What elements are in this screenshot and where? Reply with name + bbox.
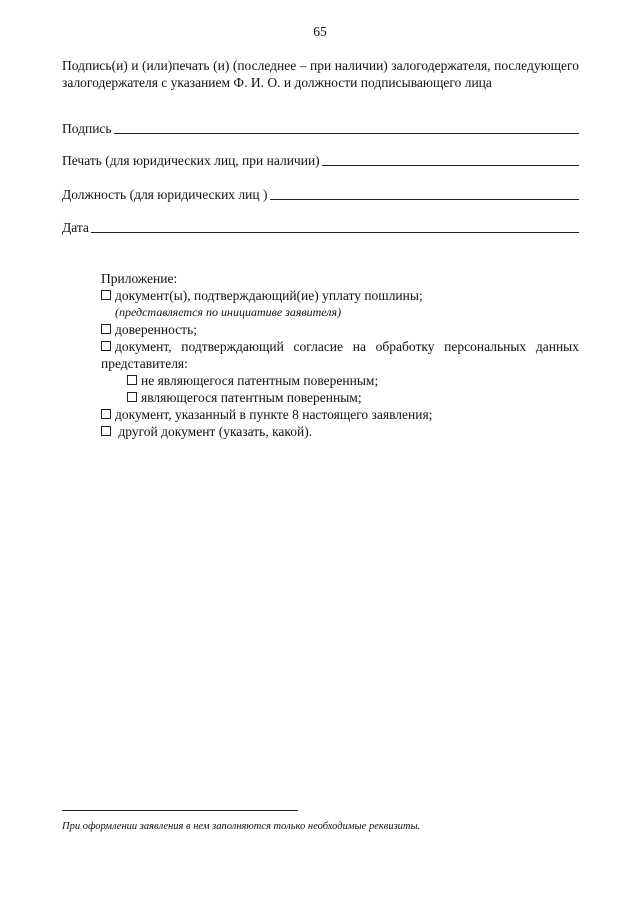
page-number: 65 — [313, 24, 327, 39]
appendix-item-label: доверенность; — [115, 322, 197, 337]
appendix-item-label: другой документ (указать, какой). — [118, 424, 313, 439]
appendix-item-point8-doc — [101, 406, 579, 423]
signature-intro-text: Подпись(и) и (или)печать (и) (последнее – при наличии) залогодержателя, последующего залогодержателя с указанием Ф. И. О. и должности подписывающего лица — [62, 58, 579, 90]
signature-line — [114, 132, 579, 134]
checkbox-icon[interactable] — [101, 290, 111, 300]
position-field[interactable] — [62, 185, 579, 203]
checkbox-icon[interactable] — [101, 341, 111, 351]
checkbox-icon[interactable] — [127, 375, 137, 385]
checkbox-icon[interactable] — [101, 409, 111, 419]
seal-line — [322, 164, 579, 166]
appendix-item-other-doc — [101, 423, 579, 440]
appendix-item-label: документ, подтверждающий согласие на обработку персональных данных представителя: — [101, 339, 579, 371]
date-field[interactable] — [62, 218, 579, 236]
date-line — [91, 231, 579, 233]
appendix-item-label: документ(ы), подтверждающий(ие) уплату пошлины; — [115, 288, 423, 303]
footnote-text: При оформлении заявления в нем заполняются только необходимые реквизиты. — [62, 821, 421, 832]
date-label: Дата — [62, 220, 89, 235]
checkbox-icon[interactable] — [101, 426, 111, 436]
signature-label: Подпись — [62, 121, 112, 136]
appendix-item-label: не являющегося патентным поверенным; — [141, 373, 379, 388]
appendix-item-fee-payment — [101, 287, 579, 304]
appendix-item-consent — [101, 338, 579, 372]
appendix-item-label: документ, указанный в пункте 8 настоящего заявления; — [115, 407, 433, 422]
footnote-divider — [62, 810, 298, 811]
checkbox-icon[interactable] — [101, 324, 111, 334]
appendix-title: Приложение: — [101, 271, 178, 286]
seal-field[interactable] — [62, 151, 579, 169]
appendix-section — [101, 270, 579, 440]
position-line — [270, 198, 580, 200]
signature-field[interactable] — [62, 119, 579, 137]
appendix-item-label: являющегося патентным поверенным; — [141, 390, 362, 405]
appendix-subitem-not-patent-attorney — [101, 372, 579, 389]
seal-label: Печать (для юридических лиц, при наличии) — [62, 153, 320, 168]
appendix-subitem-patent-attorney — [101, 389, 579, 406]
position-label: Должность (для юридических лиц ) — [62, 187, 268, 202]
appendix-item-power-of-attorney — [101, 321, 579, 338]
appendix-item-note: (представляется по инициативе заявителя) — [115, 305, 342, 319]
checkbox-icon[interactable] — [127, 392, 137, 402]
